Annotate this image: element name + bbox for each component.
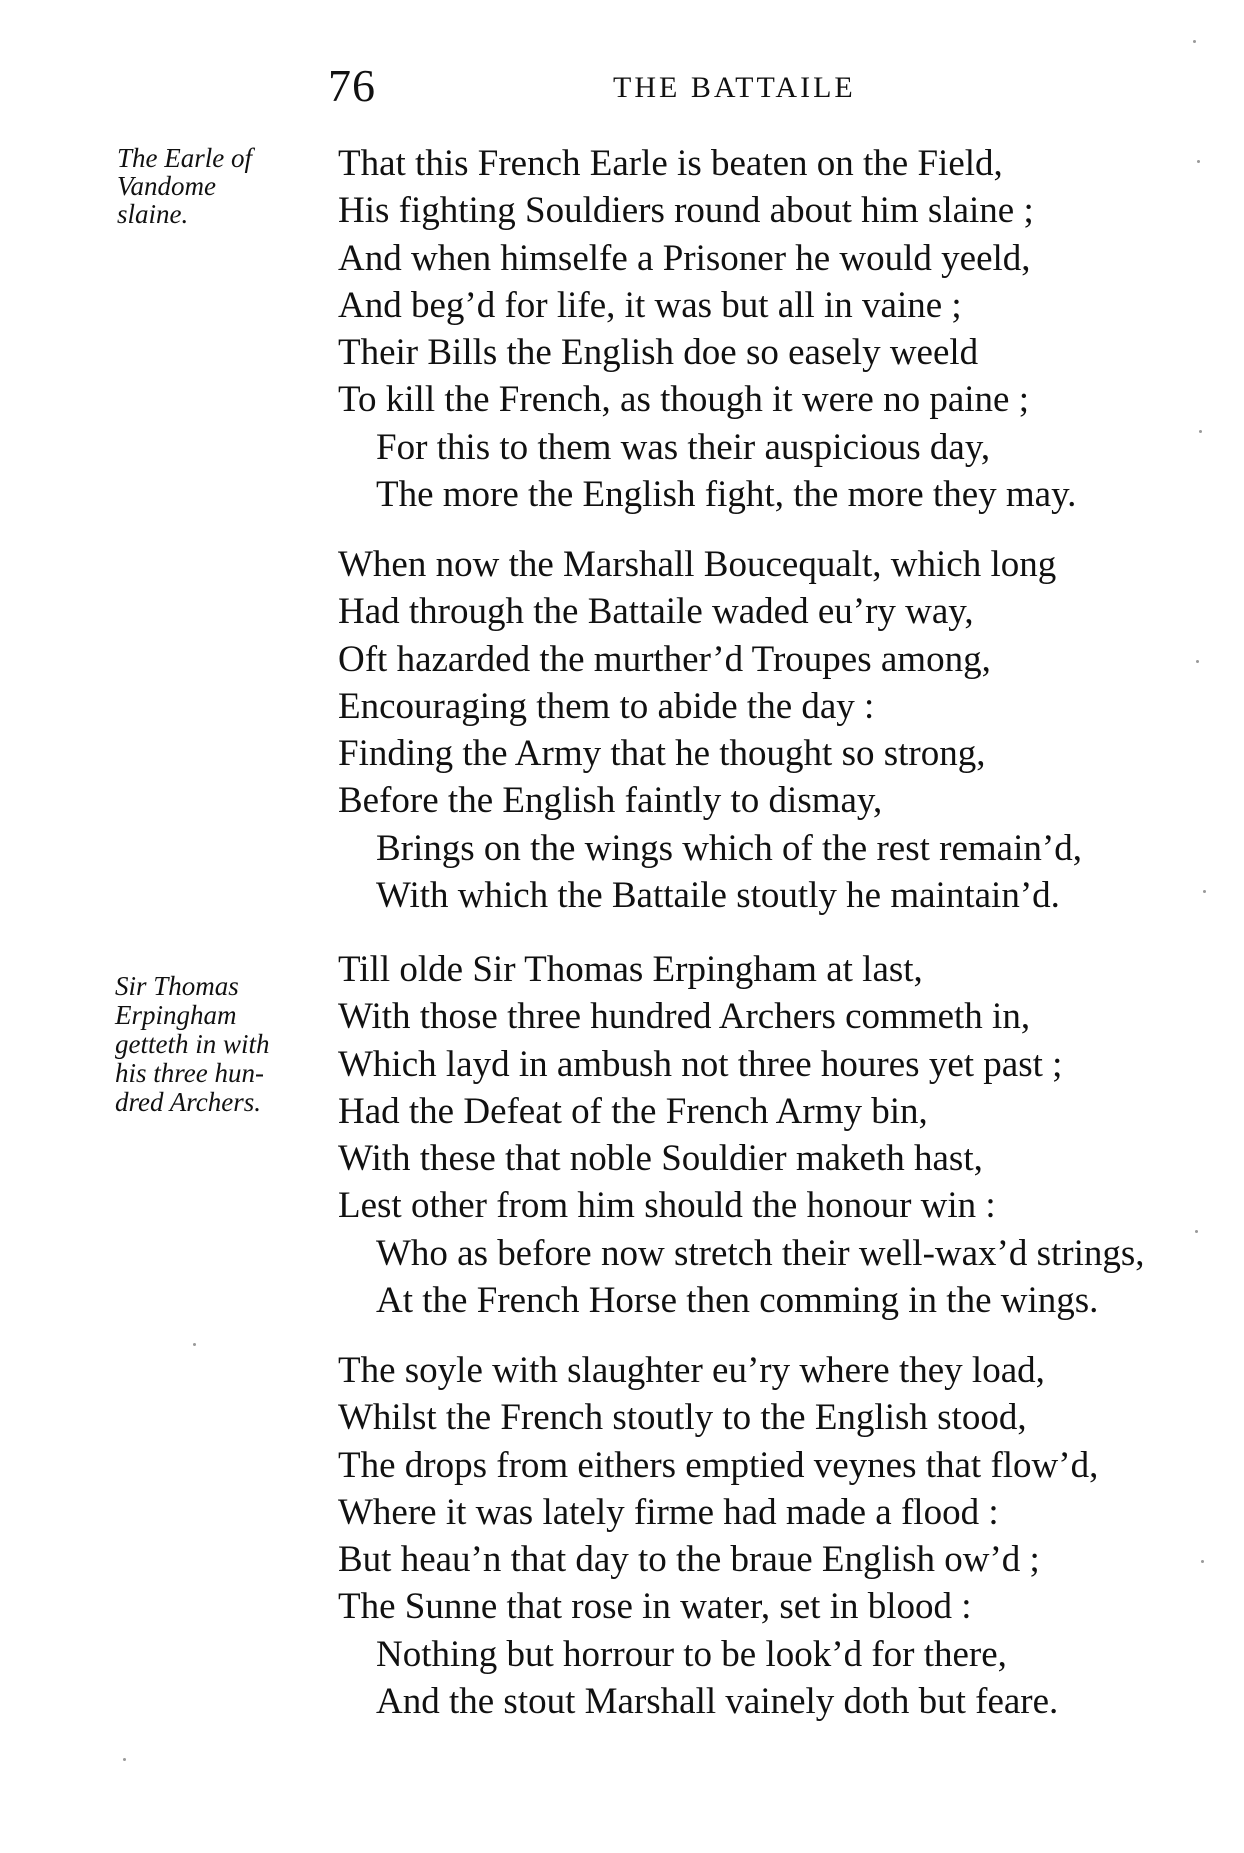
verse-line: Had through the Battaile waded eu’ry way, xyxy=(338,591,974,633)
scan-speck xyxy=(1201,1560,1204,1563)
marginal-note-vandome xyxy=(117,144,252,228)
scan-speck xyxy=(1197,160,1200,163)
verse-line: The drops from eithers emptied veynes that flow’d, xyxy=(338,1444,1099,1486)
verse-line: Who as before now stretch their well-wax’d strings, xyxy=(376,1232,1145,1274)
verse-line: When now the Marshall Boucequalt, which long xyxy=(338,544,1057,585)
scan-speck xyxy=(123,1758,126,1761)
stanza-3 xyxy=(338,946,1238,1324)
scan-speck xyxy=(1203,890,1206,893)
marginal-note-line: his three hun- xyxy=(115,1058,264,1088)
scan-speck xyxy=(1199,430,1202,433)
verse-line: With these that noble Souldier maketh hast, xyxy=(338,1138,983,1180)
scan-speck xyxy=(193,1343,196,1346)
marginal-note-line: The Earle of xyxy=(117,143,252,173)
marginal-note-line: dred Archers. xyxy=(115,1087,261,1117)
marginal-note-line: slaine. xyxy=(117,199,189,229)
marginal-note-line: Erpingham xyxy=(115,1000,237,1030)
verse-line: With which the Battaile stoutly he maintain’d. xyxy=(376,875,1060,917)
marginal-note-line: Vandome xyxy=(117,171,216,201)
running-header xyxy=(0,56,1244,116)
verse-line: Till olde Sir Thomas Erpingham at last, xyxy=(338,949,923,990)
verse-line: Where it was lately firme had made a flood : xyxy=(338,1491,999,1533)
scan-speck xyxy=(1193,40,1196,43)
stanza-2 xyxy=(338,541,1238,919)
verse-line: His fighting Souldiers round about him slaine ; xyxy=(338,190,1034,232)
verse-line: With those three hundred Archers commeth in, xyxy=(338,996,1031,1038)
running-title: THE BATTAILE xyxy=(613,71,856,104)
verse-line: Which layd in ambush not three houres yet past ; xyxy=(338,1043,1063,1085)
verse-line: Whilst the French stoutly to the English stood, xyxy=(338,1397,1027,1439)
verse-line: And the stout Marshall vainely doth but feare. xyxy=(376,1681,1059,1723)
verse-line: Lest other from him should the honour win : xyxy=(338,1185,996,1227)
verse-line: And beg’d for life, it was but all in vaine ; xyxy=(338,284,962,326)
verse-line: Their Bills the English doe so easely weeld xyxy=(338,332,979,374)
marginal-note-line: Sir Thomas xyxy=(115,971,239,1001)
verse-line: Brings on the wings which of the rest remain’d, xyxy=(376,827,1082,869)
verse-line: Nothing but horrour to be look’d for there, xyxy=(376,1633,1007,1675)
verse-line: Encouraging them to abide the day : xyxy=(338,685,875,727)
stanza-1 xyxy=(338,140,1238,518)
scan-speck xyxy=(1195,1230,1198,1233)
verse-line: Before the English faintly to dismay, xyxy=(338,780,883,822)
page-number: 76 xyxy=(328,60,376,111)
verse-line: That this French Earle is beaten on the Field, xyxy=(338,143,1003,184)
verse-line: The more the English fight, the more they may. xyxy=(376,474,1077,516)
verse-line: The soyle with slaughter eu’ry where they load, xyxy=(338,1350,1045,1391)
verse-line: At the French Horse then comming in the wings. xyxy=(376,1280,1099,1322)
verse-line: To kill the French, as though it were no paine ; xyxy=(338,379,1030,421)
verse-line: Finding the Army that he thought so strong, xyxy=(338,733,986,775)
verse-line: But heau’n that day to the braue English ow’d ; xyxy=(338,1539,1040,1581)
verse-line: For this to them was their auspicious day, xyxy=(376,426,991,468)
stanza-4 xyxy=(338,1347,1238,1725)
verse-line: Oft hazarded the murther’d Troupes among, xyxy=(338,638,991,680)
verse-line: And when himselfe a Prisoner he would yeeld, xyxy=(338,237,1031,279)
verse-line: The Sunne that rose in water, set in blood : xyxy=(338,1586,972,1628)
verse-line: Had the Defeat of the French Army bin, xyxy=(338,1090,928,1132)
marginal-note-line: getteth in with xyxy=(115,1029,270,1059)
marginal-note-erpingham xyxy=(115,972,270,1117)
scan-speck xyxy=(1196,660,1199,663)
